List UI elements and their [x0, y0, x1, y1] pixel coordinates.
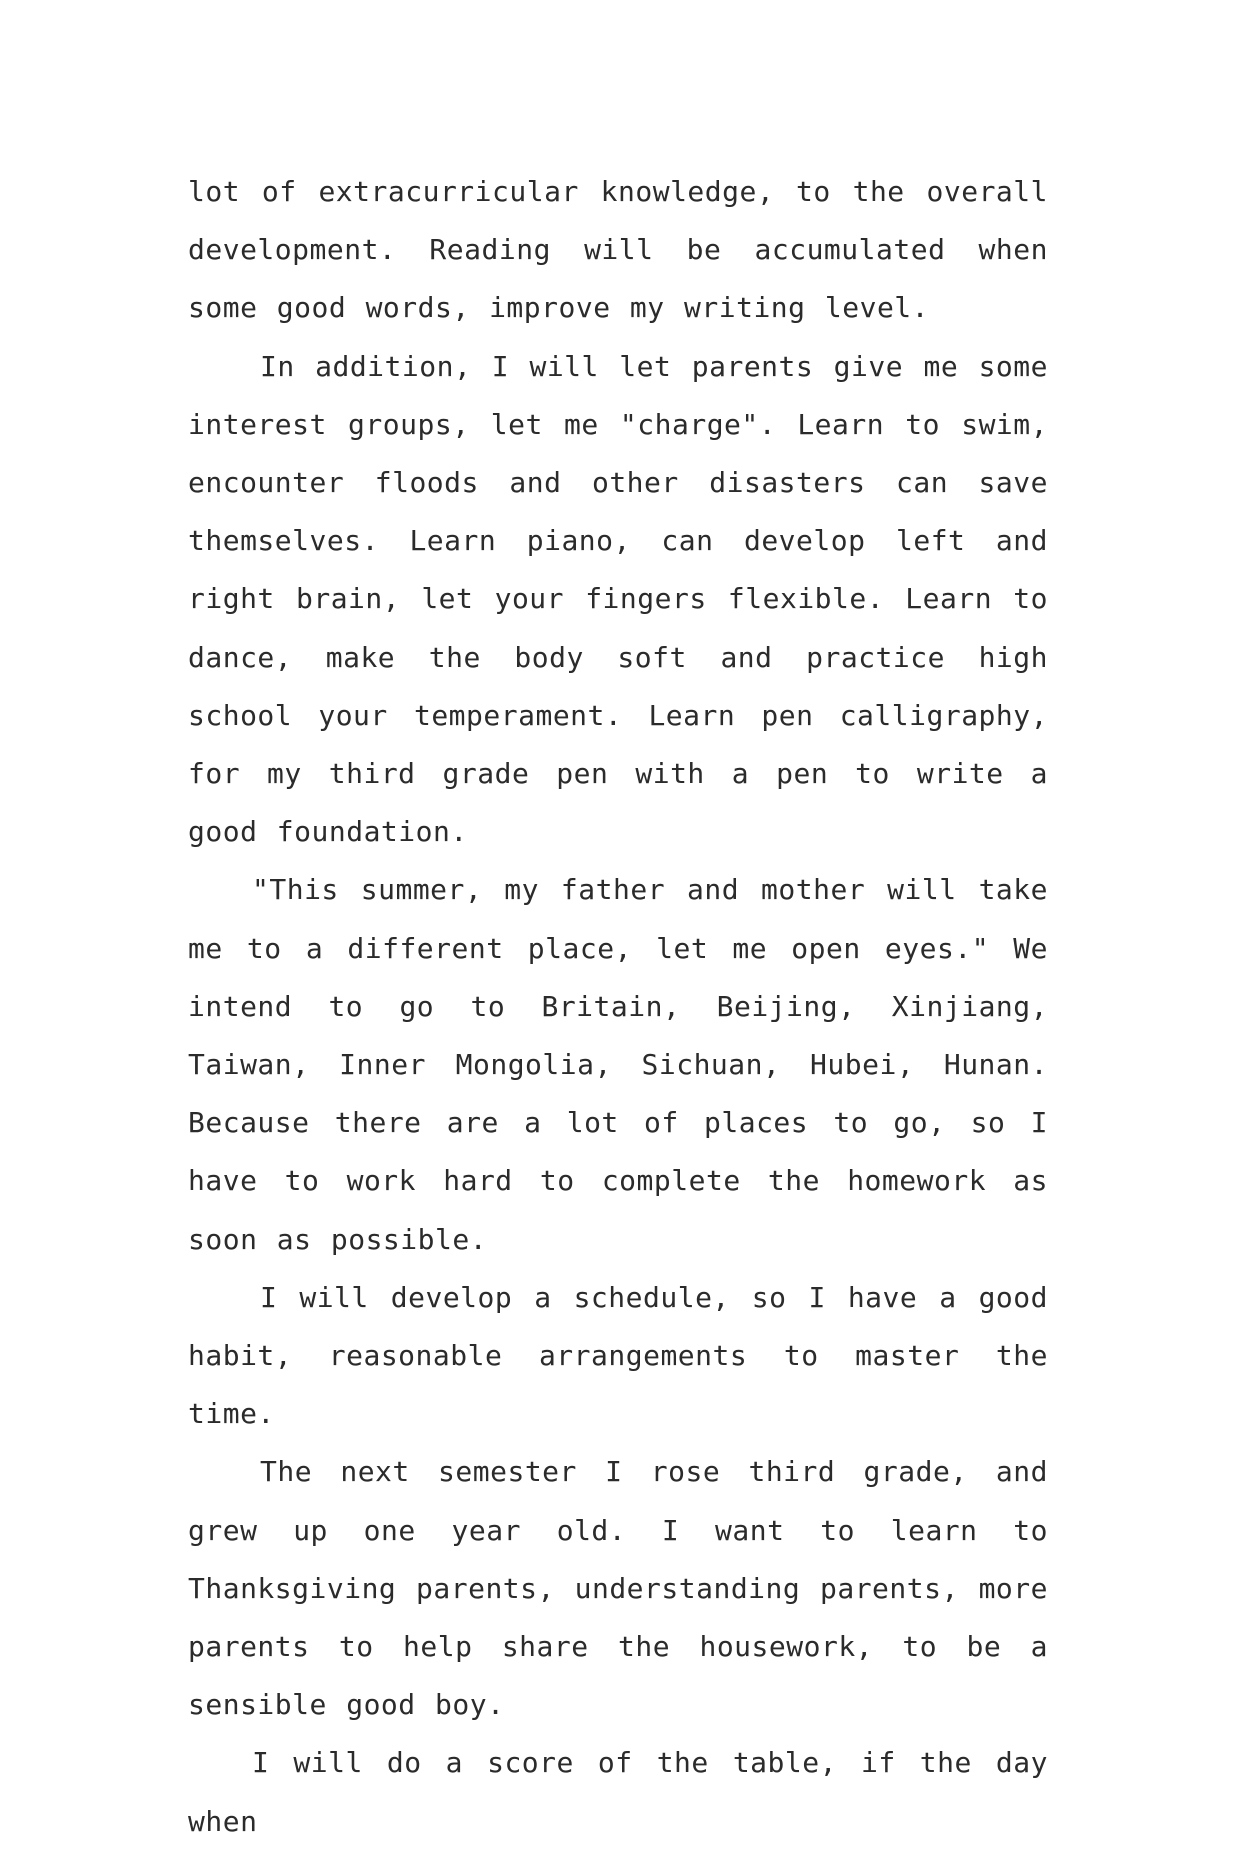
body-text: [188, 163, 1048, 1851]
paragraph-score-table: I will do a score of the table, if the day when: [188, 1746, 1048, 1838]
paragraph-summer-travel: "This summer, my father and mother will take me to a different place, let me open eyes." We intend to go to Britain, Beijing, Xinjiang, Taiwan, Inner Mongolia, Sichuan, Hubei, Hunan. Because there are a lot of places to go, so I have to work hard to complete the homework as soon as possible.: [188, 873, 1048, 1256]
paragraph-interest-groups: In addition, I will let parents give me some interest groups, let me "charge". Learn to swim, encounter floods and other disasters can save themselves. Learn piano, can develop left and right brain, let your fingers flexible. Learn to dance, make the body soft and practice high school your temperament. Learn pen calligraphy, for my third grade pen with a pen to write a good foundation.: [188, 349, 1048, 849]
paragraph-extracurricular-knowledge: lot of extracurricular knowledge, to the overall development. Reading will be accumulated when some good words, improve my writing level.: [188, 175, 1048, 325]
paragraph-schedule: I will develop a schedule, so I have a good habit, reasonable arrangements to master the time.: [188, 1280, 1048, 1431]
paragraph-next-semester: The next semester I rose third grade, and grew up one year old. I want to learn to Thanksgiving parents, understanding parents, more parents to help share the housework, to be a sensible good boy.: [188, 1455, 1048, 1722]
